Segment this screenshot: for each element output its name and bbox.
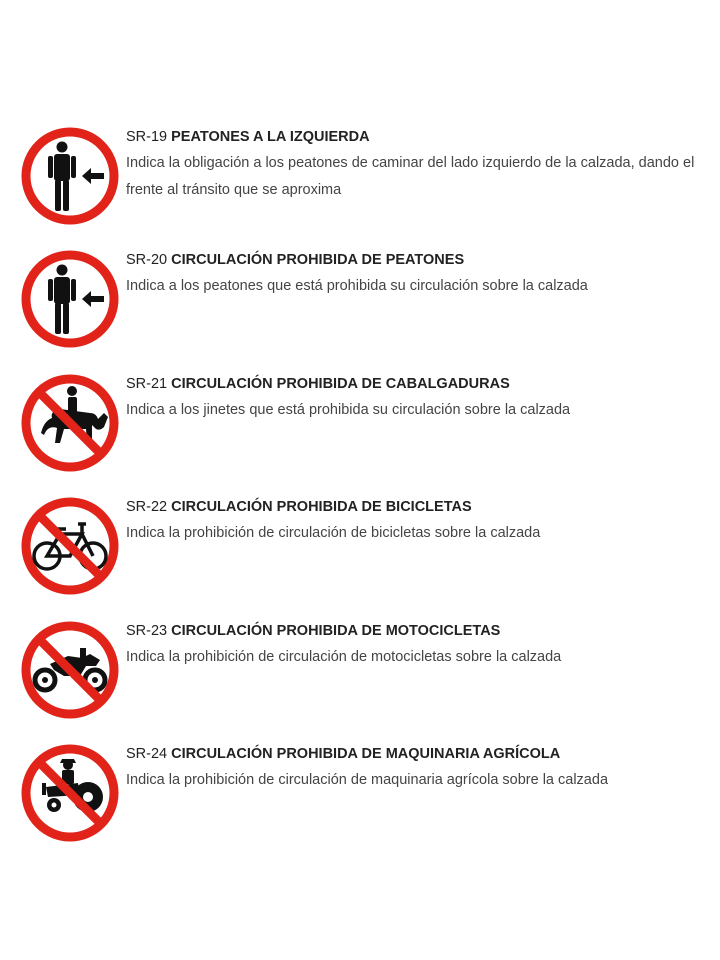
sign-heading: [126, 373, 706, 395]
pedestrian-left-icon: [20, 126, 120, 226]
sign-description: Indica la prohibición de circulación de motocicletas sobre la calzada: [126, 649, 562, 665]
sign-description: Indica a los peatones que está prohibida su circulación sobre la calzada: [126, 278, 588, 294]
sign-code: SR-23: [126, 623, 168, 639]
sign-entry-sr-22: [0, 496, 720, 606]
sign-circle: [20, 496, 120, 596]
horse-rider-icon: [20, 373, 120, 473]
sign-description: Indica la prohibición de circulación de bicicletas sobre la calzada: [126, 525, 541, 541]
sign-circle: [20, 620, 120, 720]
sign-title: PEATONES A LA IZQUIERDA: [171, 129, 370, 145]
pedestrian-left-icon: [20, 249, 120, 349]
sign-entry-sr-24: [0, 743, 720, 853]
sign-code: SR-24: [126, 746, 168, 762]
sign-title: CIRCULACIÓN PROHIBIDA DE BICICLETAS: [171, 499, 472, 515]
sign-heading: [126, 620, 706, 642]
sign-circle: [20, 373, 120, 473]
sign-heading: [126, 249, 706, 271]
sign-description: Indica la obligación a los peatones de caminar del lado izquierdo de la calzada, dando el frente al tránsito que se aproxima: [126, 155, 695, 198]
sign-circle: [20, 249, 120, 349]
sign-code: SR-22: [126, 499, 168, 515]
sign-circle: [20, 126, 120, 226]
sign-entry-sr-19: [0, 126, 720, 236]
sign-entry-sr-23: [0, 620, 720, 730]
motorcycle-icon: [20, 620, 120, 720]
sign-circle: [20, 743, 120, 843]
sign-entry-sr-20: [0, 249, 720, 359]
sign-title: CIRCULACIÓN PROHIBIDA DE CABALGADURAS: [171, 376, 510, 392]
sign-heading: [126, 743, 706, 765]
sign-code: SR-20: [126, 252, 168, 268]
tractor-icon: [20, 743, 120, 843]
bicycle-icon: [20, 496, 120, 596]
sign-entry-sr-21: [0, 373, 720, 483]
sign-description: Indica a los jinetes que está prohibida su circulación sobre la calzada: [126, 402, 571, 418]
sign-code: SR-19: [126, 129, 168, 145]
sign-code: SR-21: [126, 376, 168, 392]
sign-title: CIRCULACIÓN PROHIBIDA DE MOTOCICLETAS: [171, 623, 501, 639]
sign-description: Indica la prohibición de circulación de maquinaria agrícola sobre la calzada: [126, 772, 609, 788]
sign-title: CIRCULACIÓN PROHIBIDA DE PEATONES: [171, 252, 465, 268]
sign-title: CIRCULACIÓN PROHIBIDA DE MAQUINARIA AGRÍCOLA: [171, 746, 561, 762]
sign-heading: [126, 496, 706, 518]
sign-heading: [126, 126, 706, 148]
